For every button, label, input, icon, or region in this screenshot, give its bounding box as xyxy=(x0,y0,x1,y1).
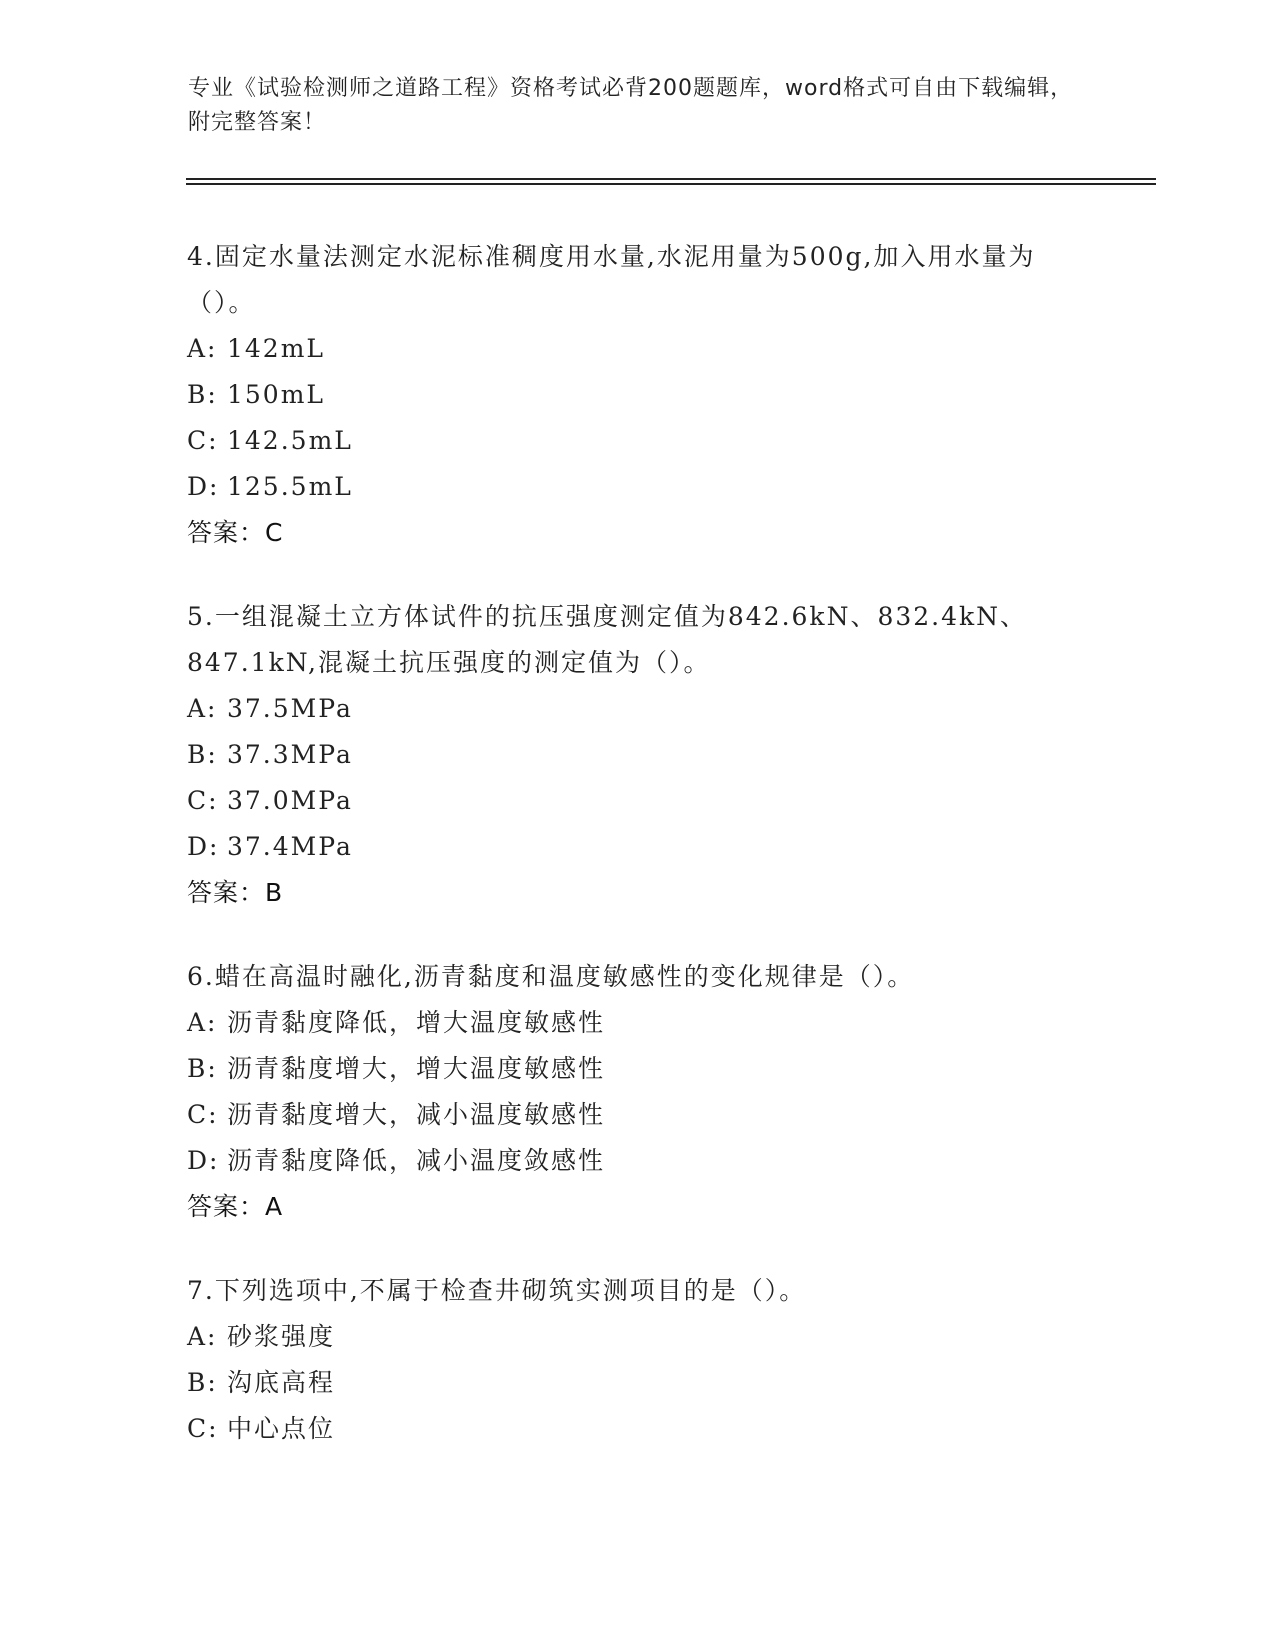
option-d xyxy=(187,1138,1087,1184)
option-c xyxy=(187,418,1087,464)
option-list xyxy=(187,1000,1087,1184)
option-b xyxy=(187,1046,1087,1092)
option-letter: C: xyxy=(187,1100,219,1129)
option-letter: D: xyxy=(187,1146,220,1175)
answer-line: 答案：A xyxy=(187,1192,284,1221)
option-text: 125.5mL xyxy=(227,472,353,501)
option-b xyxy=(187,372,1087,418)
option-text: 沥青黏度增大，减小温度敏感性 xyxy=(227,1100,606,1129)
question-4 xyxy=(187,234,1087,556)
option-letter: A: xyxy=(187,694,218,723)
question-stem: 6.蜡在高温时融化,沥青黏度和温度敏感性的变化规律是（）。 xyxy=(187,962,915,991)
question-6 xyxy=(187,954,1087,1230)
answer-line: 答案：B xyxy=(187,878,284,907)
option-text: 142mL xyxy=(227,334,326,363)
question-5 xyxy=(187,594,1087,916)
option-text: 37.0MPa xyxy=(227,786,353,815)
option-d xyxy=(187,824,1087,870)
option-letter: D: xyxy=(187,832,220,861)
question-stem: 7.下列选项中,不属于检查井砌筑实测项目的是（）。 xyxy=(187,1276,807,1305)
option-c xyxy=(187,778,1087,824)
option-list xyxy=(187,1314,1087,1452)
option-letter: C: xyxy=(187,786,219,815)
question-stem: 4.固定水量法测定水泥标准稠度用水量,水泥用量为500g,加入用水量为（）。 xyxy=(187,242,1036,317)
option-text: 37.5MPa xyxy=(227,694,353,723)
option-d xyxy=(187,464,1087,510)
option-list xyxy=(187,686,1087,870)
option-a xyxy=(187,686,1087,732)
document-header: 专业《试验检测师之道路工程》资格考试必背200题题库，word格式可自由下载编辑，附完整答案！ xyxy=(188,76,1074,135)
header-divider-bottom xyxy=(186,183,1156,185)
option-letter: A: xyxy=(187,1322,218,1351)
question-7 xyxy=(187,1268,1087,1452)
option-text: 中心点位 xyxy=(227,1414,336,1443)
option-b xyxy=(187,1360,1087,1406)
option-letter: A: xyxy=(187,334,218,363)
option-c xyxy=(187,1406,1087,1452)
option-text: 37.3MPa xyxy=(227,740,353,769)
option-text: 沥青黏度增大，增大温度敏感性 xyxy=(227,1054,606,1083)
question-list xyxy=(187,234,1087,1490)
option-letter: D: xyxy=(187,472,220,501)
option-b xyxy=(187,732,1087,778)
option-letter: B: xyxy=(187,380,218,409)
option-text: 沟底高程 xyxy=(227,1368,336,1397)
question-stem: 5.一组混凝土立方体试件的抗压强度测定值为842.6kN、832.4kN、847.1kN,混凝土抗压强度的测定值为（）。 xyxy=(187,602,1028,677)
option-a xyxy=(187,1314,1087,1360)
option-letter: C: xyxy=(187,1414,219,1443)
option-text: 37.4MPa xyxy=(227,832,353,861)
option-text: 砂浆强度 xyxy=(227,1322,336,1351)
option-text: 142.5mL xyxy=(227,426,353,455)
option-text: 150mL xyxy=(227,380,326,409)
option-c xyxy=(187,1092,1087,1138)
header-divider-top xyxy=(186,178,1156,180)
option-letter: C: xyxy=(187,426,219,455)
option-a xyxy=(187,1000,1087,1046)
option-letter: A: xyxy=(187,1008,218,1037)
answer-line: 答案：C xyxy=(187,518,284,547)
option-a xyxy=(187,326,1087,372)
option-letter: B: xyxy=(187,1054,218,1083)
option-list xyxy=(187,326,1087,510)
option-letter: B: xyxy=(187,1368,218,1397)
option-text: 沥青黏度降低，增大温度敏感性 xyxy=(227,1008,606,1037)
option-letter: B: xyxy=(187,740,218,769)
option-text: 沥青黏度降低，减小温度敛感性 xyxy=(227,1146,606,1175)
